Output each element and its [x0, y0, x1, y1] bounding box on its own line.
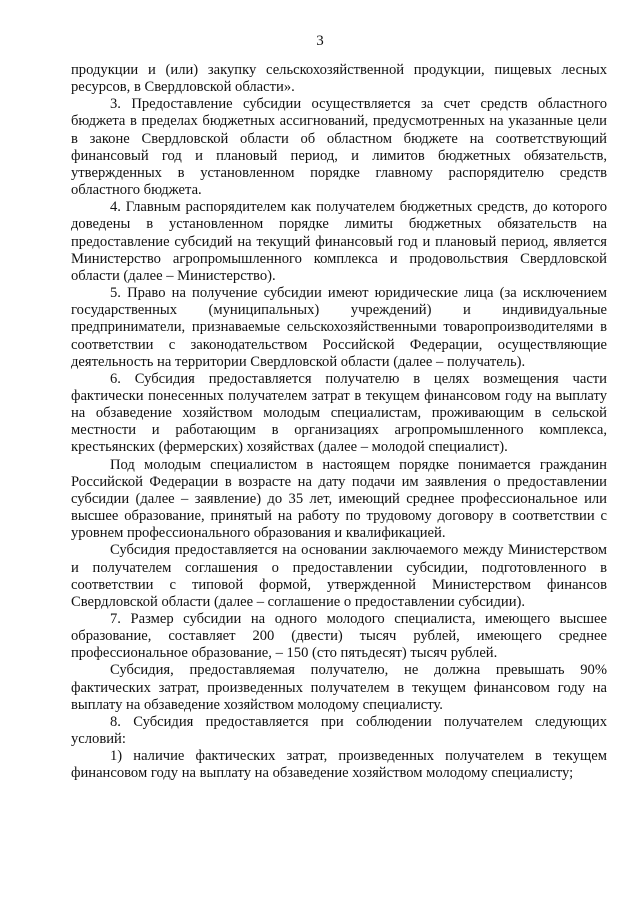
paragraph-condition-1: 1) наличие фактических затрат, произведенных получателем в текущем финансовом году на выплату на обзаведение хозяйством молодому специалисту; — [71, 748, 607, 782]
page-number: 3 — [316, 33, 324, 49]
paragraph-item-4: 4. Главным распорядителем как получателем бюджетных средств, до которого доведены в установленном порядке лимиты бюджетных обязательств на предоставление субсидий на текущий финансовый год и плановый период, является Министерство агропромышленного комплекса и продовольствия Свердловской области (далее – Министерство). — [71, 199, 607, 284]
paragraph-subsidy-limit: Субсидия, предоставляемая получателю, не должна превышать 90% фактических затрат, произведенных получателем в текущем финансовом году на выплату на обзаведение хозяйством молодому специалисту. — [71, 662, 607, 713]
paragraph-item-6: 6. Субсидия предоставляется получателю в целях возмещения части фактически понесенных получателем затрат в текущем финансовом году на выплату на обзаведение хозяйством молодым специалистам, проживающим в сельской местности и работающим в организациях агропромышленного комплекса, крестьянских (фермерских) хозяйствах (далее – молодой специалист). — [71, 370, 607, 456]
paragraph-continuation: продукции и (или) закупку сельскохозяйственной продукции, пищевых лесных ресурсов, в Свердловской области». — [71, 62, 607, 96]
paragraph-subsidy-agreement: Субсидия предоставляется на основании заключаемого между Министерством и получателем соглашения о предоставлении субсидии, подготовленного в соответствии с типовой формой, утвержденной Министерством финансов Свердловской области (далее – соглашение о предоставлении субсидии). — [71, 542, 607, 610]
paragraph-item-7: 7. Размер субсидии на одного молодого специалиста, имеющего высшее образование, составляет 200 (двести) тысяч рублей, имеющего среднее профессиональное образование, – 150 (сто пятьдесят) тысяч рублей. — [71, 611, 607, 662]
document-body — [71, 62, 607, 783]
paragraph-item-5: 5. Право на получение субсидии имеют юридические лица (за исключением государственных (муниципальных) учреждений) и индивидуальные предприниматели, признаваемые сельскохозяйственными товаропроизводителями в соответствии с законодательством Российской Федерации, осуществляющие деятельность на территории Свердловской области (далее – получатель). — [71, 285, 607, 370]
paragraph-item-3: 3. Предоставление субсидии осуществляется за счет средств областного бюджета в пределах бюджетных ассигнований, предусмотренных на указанные цели в законе Свердловской области об областном бюджете на соответствующий финансовый год и плановый период, и лимитов бюджетных обязательств, утвержденных в установленном порядке главному распорядителю средств областного бюджета. — [71, 96, 607, 199]
paragraph-item-8: 8. Субсидия предоставляется при соблюдении получателем следующих условий: — [71, 713, 607, 748]
paragraph-young-specialist-definition: Под молодым специалистом в настоящем порядке понимается гражданин Российской Федерации в возрасте на дату подачи им заявления о предоставлении субсидии (далее – заявление) до 35 лет, имеющий среднее профессиональное или высшее образование, принятый на работу по трудовому договору в соответствии с уровнем профессионального образования и квалификацией. — [71, 456, 607, 542]
